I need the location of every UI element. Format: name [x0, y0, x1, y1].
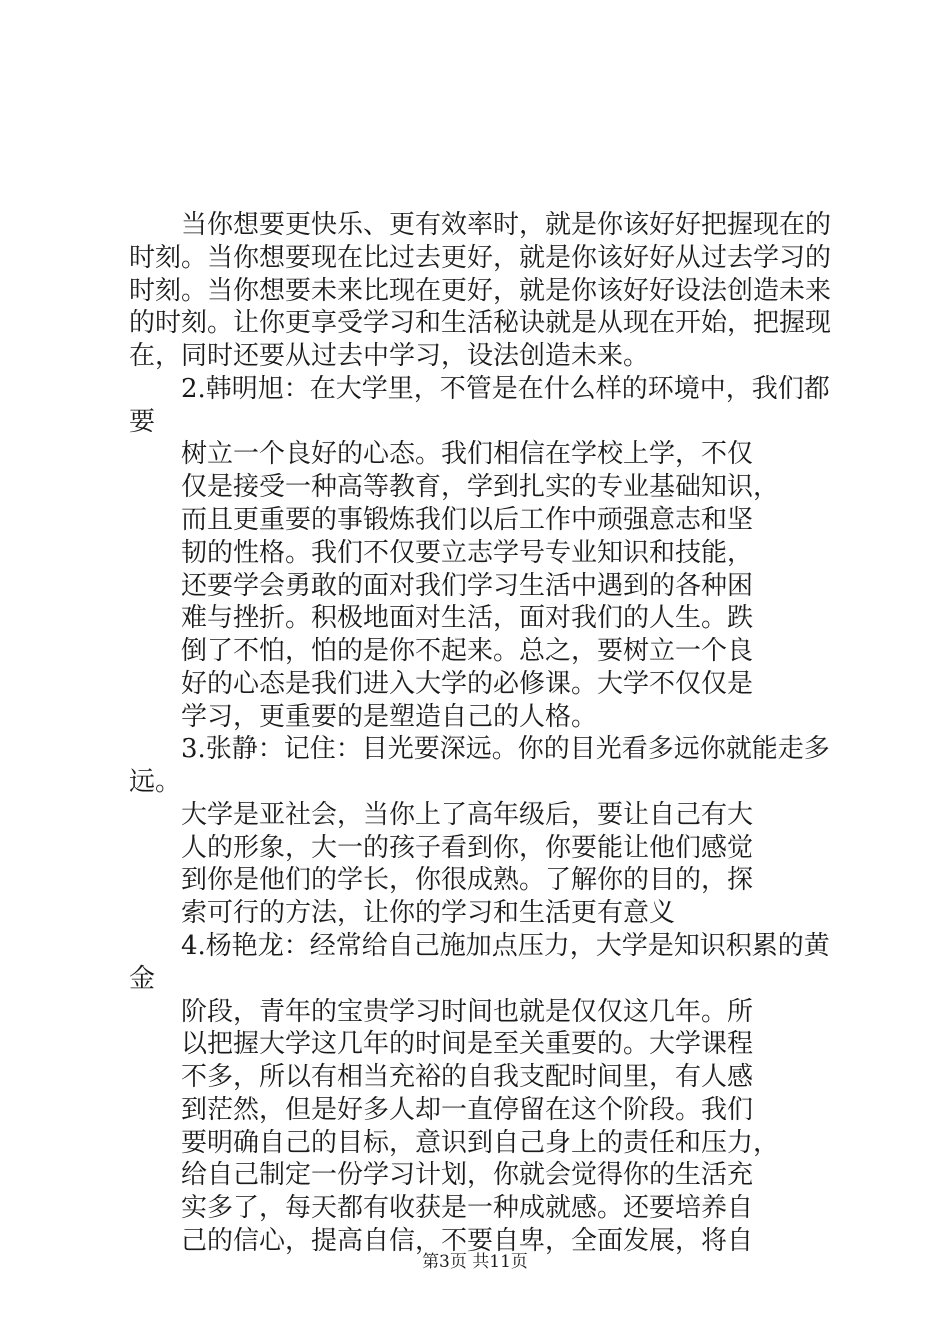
- text-line: 己的信心，提高自信，不要自卑，全面发展，将自: [181, 1226, 754, 1256]
- text-line: 倒了不怕，怕的是你不起来。总之，要树立一个良: [181, 636, 754, 666]
- text-line: 仅是接受一种高等教育，学到扎实的专业基础知识，: [181, 472, 780, 502]
- text-line: 到你是他们的学长，你很成熟。了解你的目的，探: [181, 865, 754, 895]
- text-line: 到茫然，但是好多人却一直停留在这个阶段。我们: [181, 1095, 754, 1125]
- text-line: 的时刻。让你更享受学习和生活秘诀就是从现在开始，把握现: [129, 308, 832, 338]
- text-line: 还要学会勇敢的面对我们学习生活中遇到的各种困: [181, 571, 754, 601]
- text-line: 树立一个良好的心态。我们相信在学校上学，不仅: [181, 439, 754, 469]
- text-line: 当你想要更快乐、更有效率时，就是你该好好把握现在的: [181, 210, 832, 240]
- text-line: 好的心态是我们进入大学的必修课。大学不仅仅是: [181, 669, 754, 699]
- text-line: 以把握大学这几年的时间是至关重要的。大学课程: [181, 1029, 754, 1059]
- text-line: 实多了，每天都有收获是一种成就感。还要培养自: [181, 1193, 754, 1223]
- text-line: 时刻。当你想要未来比现在更好，就是你该好好设法创造未来: [129, 276, 832, 306]
- text-line: 2.韩明旭：在大学里，不管是在什么样的环境中，我们都: [181, 374, 830, 404]
- text-line: 4.杨艳龙：经常给自己施加点压力，大学是知识积累的黄: [181, 931, 830, 961]
- text-line: 在，同时还要从过去中学习，设法创造未来。: [129, 341, 650, 371]
- text-line: 不多，所以有相当充裕的自我支配时间里，有人感: [181, 1062, 754, 1092]
- text-line: 时刻。当你想要现在比过去更好，就是你该好好从过去学习的: [129, 243, 832, 273]
- text-line: 索可行的方法，让你的学习和生活更有意义: [181, 898, 676, 928]
- text-line: 而且更重要的事锻炼我们以后工作中顽强意志和坚: [181, 505, 754, 535]
- text-line: 金: [129, 964, 156, 994]
- text-line: 3.张静：记住：目光要深远。你的目光看多远你就能走多: [181, 734, 830, 764]
- page-number-footer: 第3页 共11页: [422, 1252, 528, 1272]
- text-line: 给自己制定一份学习计划，你就会觉得你的生活充: [181, 1160, 754, 1190]
- text-line: 难与挫折。积极地面对生活，面对我们的人生。跌: [181, 603, 754, 633]
- text-line: 远。: [129, 767, 182, 797]
- text-line: 阶段，青年的宝贵学习时间也就是仅仅这几年。所: [181, 997, 754, 1027]
- text-line: 人的形象，大一的孩子看到你，你要能让他们感觉: [181, 833, 754, 863]
- text-line: 大学是亚社会，当你上了高年级后，要让自己有大: [181, 800, 754, 830]
- text-line: 要明确自己的目标，意识到自己身上的责任和压力，: [181, 1128, 780, 1158]
- text-line: 要: [129, 407, 156, 437]
- text-line: 韧的性格。我们不仅要立志学号专业知识和技能，: [181, 538, 754, 568]
- text-line: 学习，更重要的是塑造自己的人格。: [181, 702, 598, 732]
